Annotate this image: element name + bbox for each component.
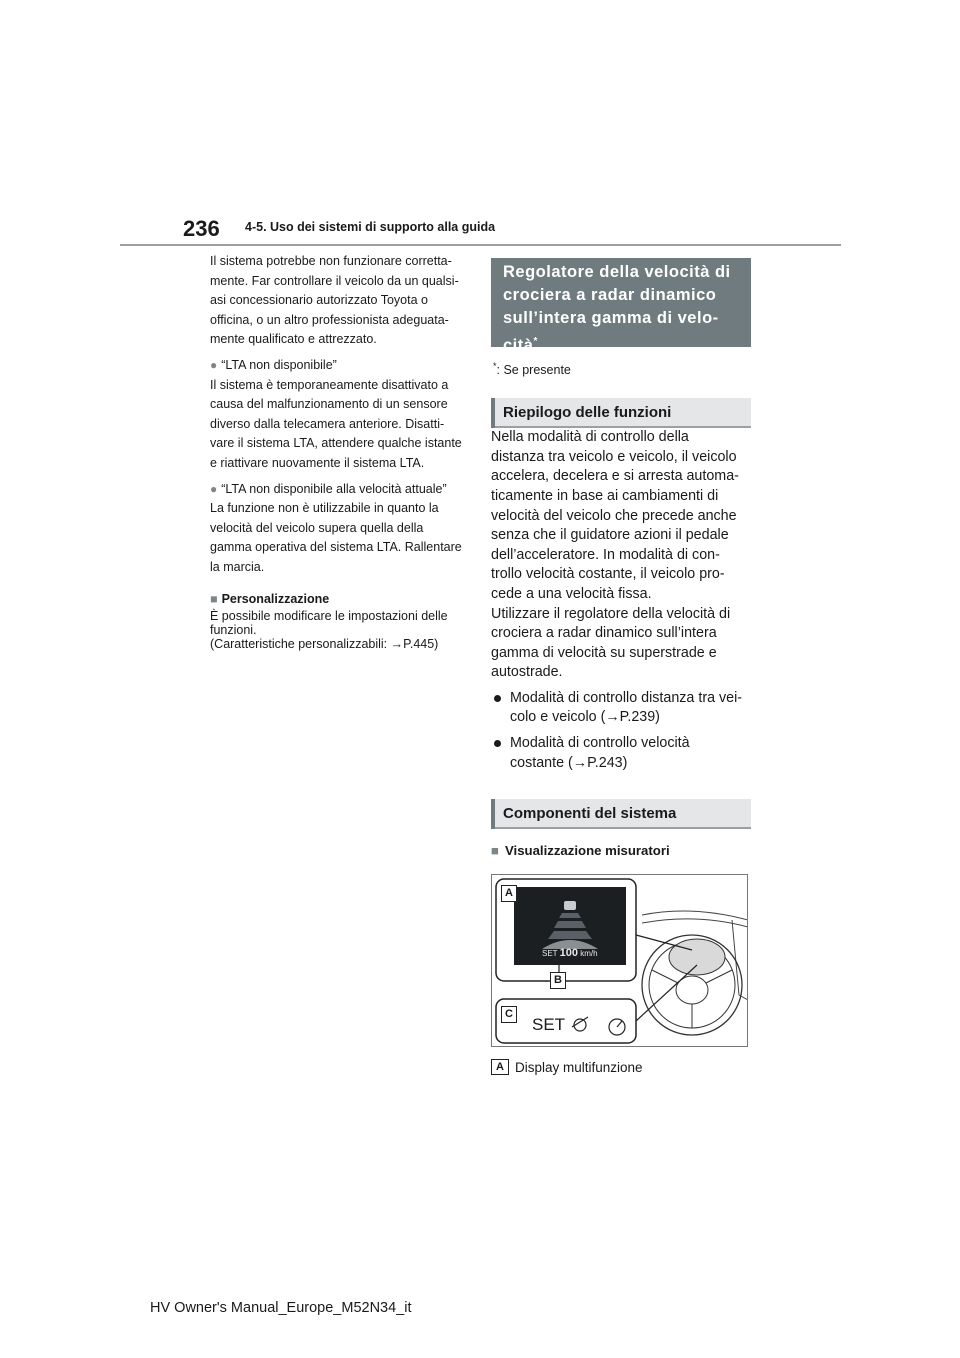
text-line: velocità del veicolo che precede anche	[491, 507, 737, 524]
text-line: cede a una velocità fissa.	[491, 585, 652, 602]
page-number: 236	[183, 216, 220, 241]
footer: HV Owner's Manual_Europe_M52N34_it	[150, 1300, 412, 1316]
meter-display-heading	[491, 843, 751, 858]
list-item-constant-speed-mode	[491, 734, 751, 773]
text-line: (Caratteristiche personalizzabili: →P.445)	[210, 637, 439, 652]
section-heading-text: Riepilogo delle funzioni	[503, 404, 672, 422]
list-item-distance-mode	[491, 689, 751, 728]
text-line: Modalità di controllo velocità	[510, 735, 690, 752]
text-line: Il sistema è temporaneamente disattivato a	[210, 377, 449, 392]
screen-set-label: SET	[542, 949, 558, 959]
text-line: senza che il guidatore azioni il pedale	[491, 527, 729, 544]
text-line: gamma di velocità su superstrade e	[491, 644, 717, 661]
callout-a: A	[501, 885, 517, 902]
section-heading-summary	[491, 398, 751, 428]
text-line: Nella modalità di controllo della	[491, 429, 689, 446]
callout-c: C	[501, 1006, 517, 1023]
bullet-head-text: “LTA non disponibile alla velocità attuale”	[221, 481, 447, 496]
title-line: Regolatore della velocità di	[503, 263, 731, 281]
text-line: la marcia.	[210, 559, 265, 574]
right-column	[491, 258, 751, 1075]
text-line: ticamente in base ai cambiamenti di	[491, 487, 719, 504]
title-asterisk: *	[533, 336, 538, 347]
customization-heading-text: Personalizzazione	[221, 591, 330, 606]
section-heading-components	[491, 799, 751, 829]
bullet-head	[210, 356, 475, 376]
header-rule	[120, 244, 841, 246]
text-line: causa del malfunzionamento di un sensore	[210, 397, 448, 412]
left-column	[210, 252, 475, 651]
customization-text	[210, 609, 475, 651]
screen-speed-value: 100	[559, 947, 579, 960]
intro-paragraph	[210, 252, 475, 350]
text-line: mente qualificato e attrezzato.	[210, 332, 377, 347]
indicator-set-text: SET	[532, 1015, 566, 1035]
text-line: crociera a radar dinamico sull’intera	[491, 625, 717, 642]
text-line: gamma operativa del sistema LTA. Rallentare	[210, 540, 462, 555]
bullet-head-text: “LTA non disponibile”	[221, 357, 337, 372]
text-line: officina, o un altro professionista adeguata-	[210, 312, 449, 327]
text-line: funzioni.	[210, 623, 257, 638]
legend-row-a	[491, 1059, 751, 1075]
summary-body	[491, 428, 751, 773]
screen-readout	[542, 947, 598, 959]
customization-heading	[210, 590, 475, 610]
title-line: cità	[503, 336, 534, 355]
text-line: asi concessionario autorizzato Toyota o	[210, 293, 428, 308]
text-line: costante (→P.243)	[510, 754, 628, 771]
text-line: La funzione non è utilizzabile in quanto la	[210, 501, 439, 516]
bullet-head	[210, 480, 475, 500]
running-header: 4-5. Uso dei sistemi di supporto alla guida	[245, 220, 496, 234]
text-line: distanza tra veicolo e veicolo, il veicolo	[491, 448, 737, 465]
text-line: e riattivare nuovamente il sistema LTA.	[210, 455, 425, 470]
text-line: Il sistema potrebbe non funzionare corretta-	[210, 254, 452, 268]
text-line: vare il sistema LTA, attendere qualche istante	[210, 436, 462, 451]
text-line: Modalità di controllo distanza tra vei-	[510, 689, 743, 706]
meter-illustration-drawing	[492, 875, 748, 1047]
text-line: colo e veicolo (→P.239)	[510, 709, 660, 726]
legend-letter-a: A	[491, 1059, 509, 1075]
title-line: crociera a radar dinamico	[503, 286, 717, 304]
legend-text-a: Display multifunzione	[515, 1059, 643, 1075]
text-line: Utilizzare il regolatore della velocità di	[491, 605, 731, 622]
section-heading-text: Componenti del sistema	[503, 805, 677, 823]
meter-illustration	[491, 874, 748, 1047]
text-line: trollo velocità costante, il veicolo pro-	[491, 566, 725, 583]
bullet-lta-unavailable	[210, 356, 475, 474]
summary-paragraph	[491, 428, 751, 604]
footnote	[493, 361, 751, 377]
footnote-mark: *	[493, 361, 497, 371]
meter-heading-text: Visualizzazione misuratori	[504, 843, 670, 859]
screen-speed-unit: km/h	[580, 949, 598, 959]
footnote-text: : Se presente	[496, 363, 571, 378]
text-line: mente. Far controllare il veicolo da un qualsi-	[210, 273, 459, 288]
text-line: velocità del veicolo supera quella della	[210, 520, 424, 535]
text-line: È possibile modificare le impostazioni delle	[210, 609, 448, 624]
text-line: accelera, decelera e si arresta automa-	[491, 468, 739, 485]
usage-paragraph	[491, 605, 751, 683]
text-line: autostrade.	[491, 664, 563, 681]
main-section-title	[491, 258, 751, 355]
text-line: dell’acceleratore. In modalità di con-	[491, 546, 720, 563]
title-line: sull’intera gamma di velo-	[503, 309, 719, 327]
bullet-lta-speed-unavailable	[210, 480, 475, 578]
callout-b: B	[550, 972, 566, 989]
text-line: diverso dalla telecamera anteriore. Disatti-	[210, 416, 445, 431]
